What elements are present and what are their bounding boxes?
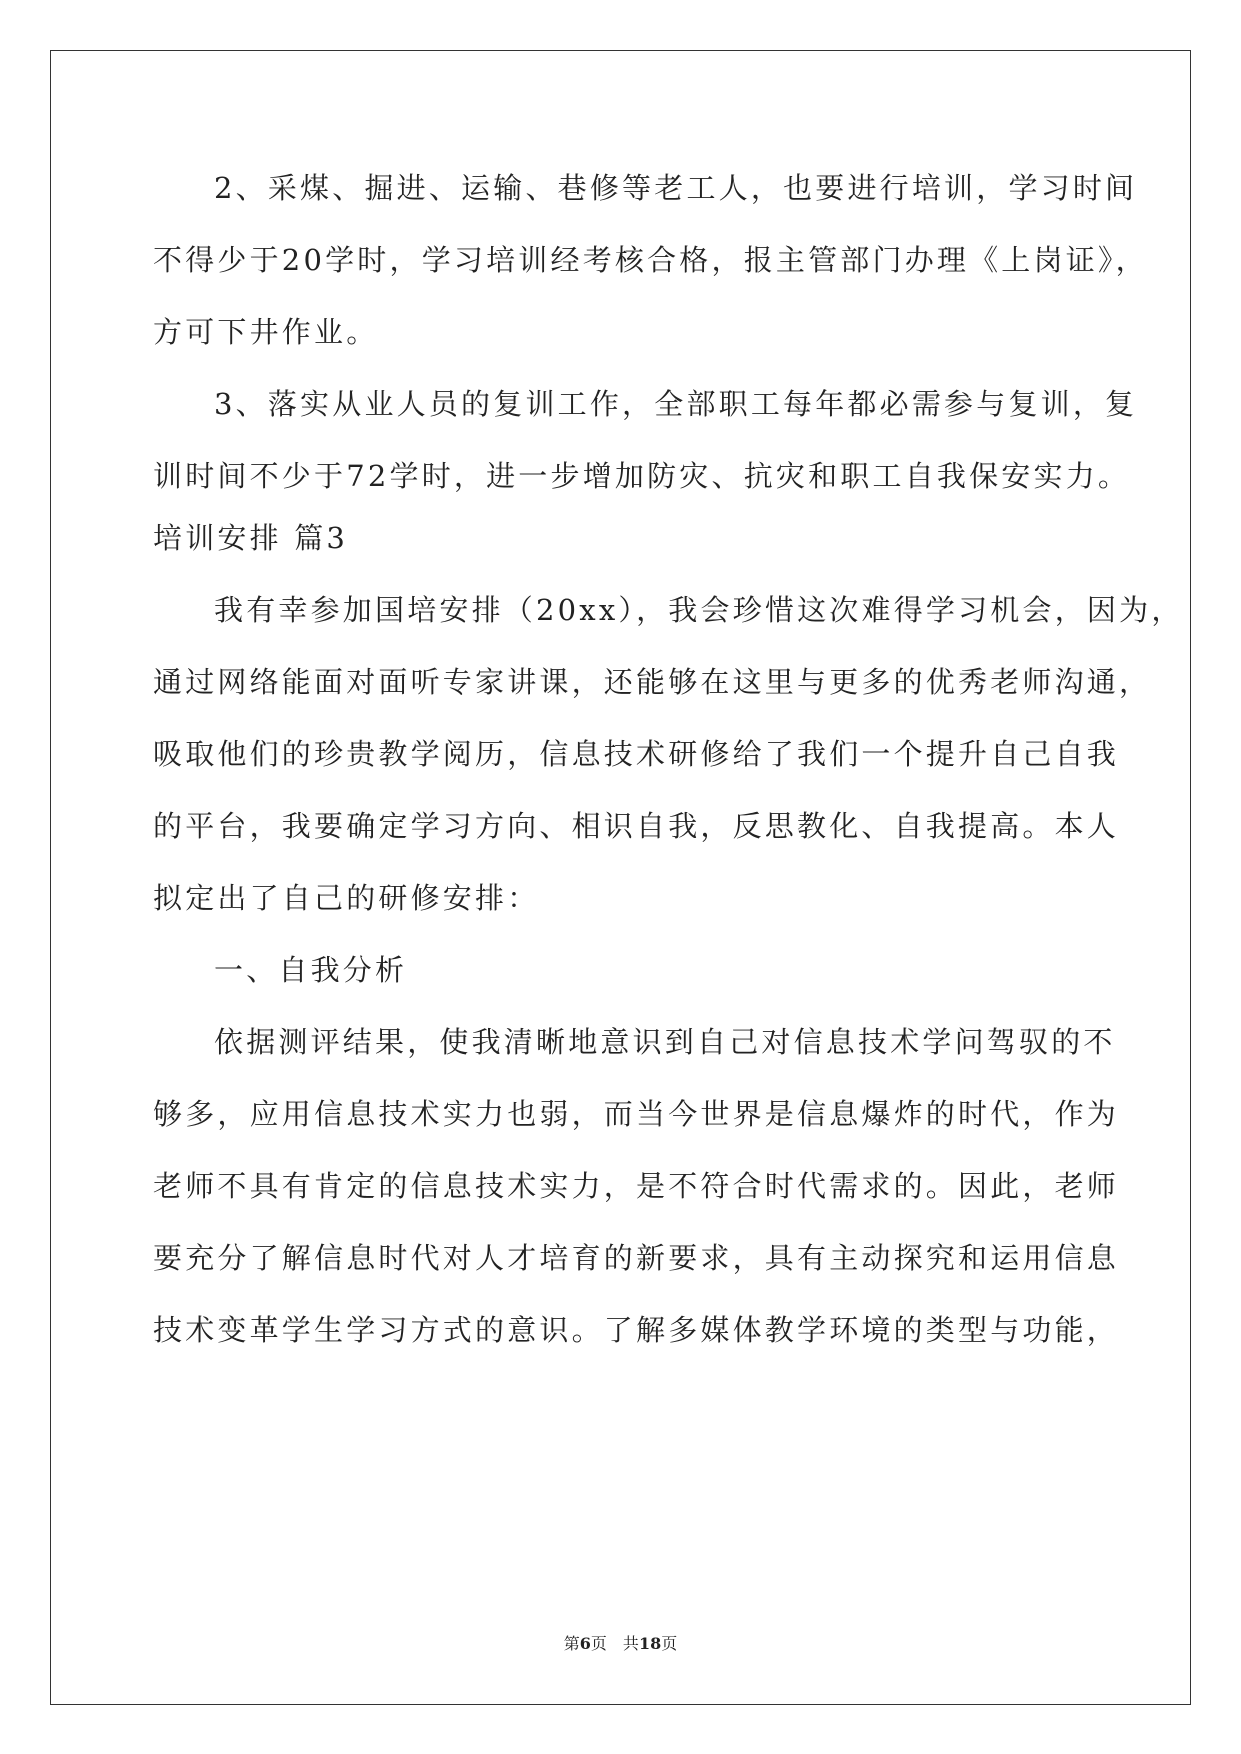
paragraph-line: 够多，应用信息技术实力也弱，而当今世界是信息爆炸的时代，作为 [153, 1097, 1120, 1131]
paragraph-line: 训时间不少于72学时，进一步增加防灾、抗灾和职工自我保安实力。 [153, 459, 1131, 493]
paragraph-line: 依据测评结果，使我清晰地意识到自己对信息技术学问驾驭的不 [214, 1025, 1116, 1059]
paragraph-line: 吸取他们的珍贵教学阅历，信息技术研修给了我们一个提升自己自我 [153, 737, 1120, 771]
page-number-footer [0, 1632, 1241, 1656]
page-prefix: 第 [563, 1634, 580, 1653]
paragraph-line: 方可下井作业。 [153, 315, 379, 349]
page-mid: 页 共 [590, 1634, 639, 1653]
paragraph-line: 拟定出了自己的研修安排： [153, 881, 540, 915]
page-total: 18 [638, 1634, 662, 1653]
paragraph-line: 老师不具有肯定的信息技术实力，是不符合时代需求的。因此，老师 [153, 1169, 1120, 1203]
paragraph-line: 2、采煤、掘进、运输、巷修等老工人，也要进行培训，学习时间 [214, 171, 1138, 205]
subheading: 一、自我分析 [214, 953, 408, 987]
paragraph-line: 3、落实从业人员的复训工作，全部职工每年都必需参与复训，复 [214, 387, 1138, 421]
paragraph-line: 要充分了解信息时代对人才培育的新要求，具有主动探究和运用信息 [153, 1241, 1120, 1275]
paragraph-line: 不得少于20学时，学习培训经考核合格，报主管部门办理《上岗证》， [153, 243, 1148, 277]
paragraph-line: 技术变革学生学习方式的意识。了解多媒体教学环境的类型与功能， [153, 1313, 1120, 1347]
page-suffix: 页 [661, 1634, 678, 1653]
section-heading: 培训安排 篇3 [153, 521, 349, 555]
paragraph-line: 的平台，我要确定学习方向、相识自我，反思教化、自我提高。本人 [153, 809, 1120, 843]
page-current: 6 [579, 1634, 591, 1653]
paragraph-line: 我有幸参加国培安排（20xx），我会珍惜这次难得学习机会，因为， [214, 593, 1184, 627]
paragraph-line: 通过网络能面对面听专家讲课，还能够在这里与更多的优秀老师沟通， [153, 665, 1152, 699]
